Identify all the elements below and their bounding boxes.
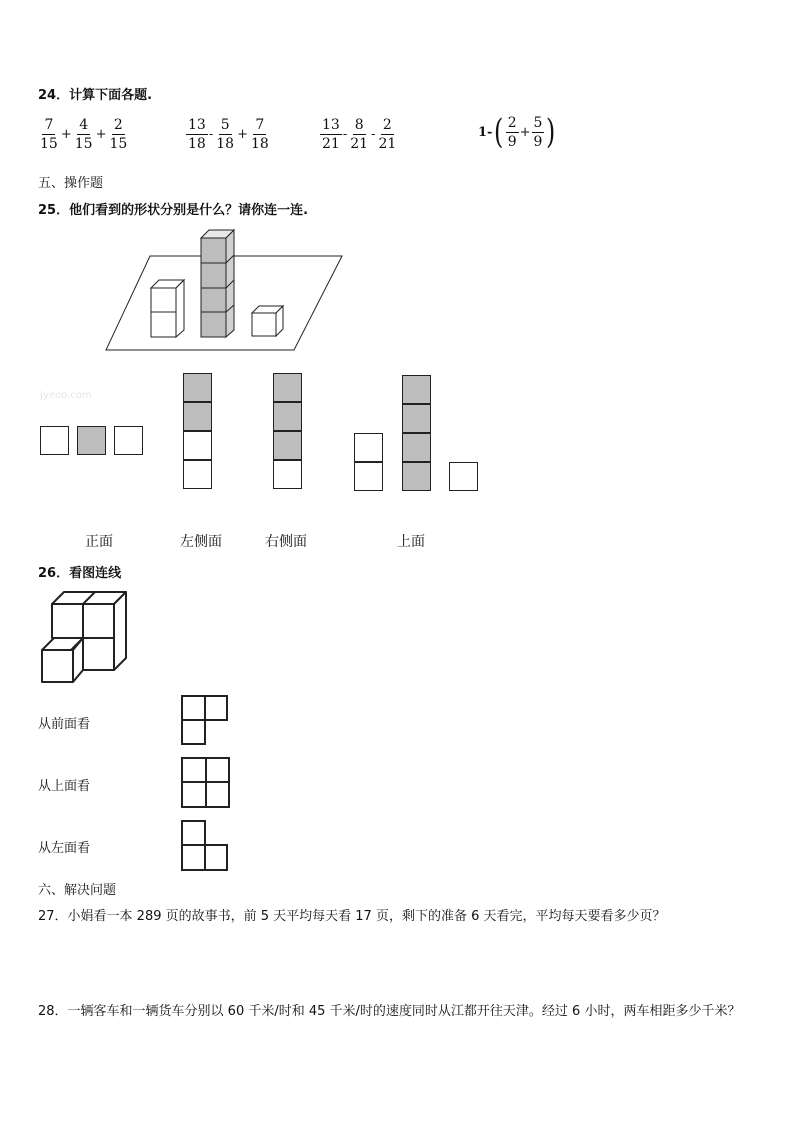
q24-expression-4 xyxy=(478,112,558,152)
operator: - xyxy=(342,127,348,142)
fraction: $\frac{2}{21}$ xyxy=(378,117,397,152)
view-cell-gray xyxy=(402,404,431,433)
label-top: 上面 xyxy=(397,534,425,550)
grid-cell xyxy=(205,757,230,783)
view-cell-gray xyxy=(402,462,431,491)
fraction: $\frac{13}{21}$ xyxy=(322,117,340,152)
operator: - xyxy=(208,127,214,142)
grid-cell xyxy=(181,820,206,846)
q26-cube-figure xyxy=(38,588,132,686)
fraction: $\frac{5}{18}$ xyxy=(216,117,235,152)
leading-term: 1- xyxy=(478,124,493,140)
grid-cell xyxy=(181,757,207,783)
view-cell xyxy=(449,462,478,491)
view-cell-gray xyxy=(402,375,431,404)
grid-cell xyxy=(204,695,228,721)
grid-cell xyxy=(204,844,228,871)
fraction: $\frac{2}{9}$ xyxy=(507,114,517,150)
watermark: Jyeoo.com xyxy=(40,390,92,401)
fraction: $\frac{13}{18}$ xyxy=(188,117,206,152)
label-front: 正面 xyxy=(85,534,113,550)
fraction: $\frac{5}{9}$ xyxy=(533,114,543,150)
operator: + xyxy=(60,127,72,142)
fraction: $\frac{2}{15}$ xyxy=(109,117,128,152)
view-cell xyxy=(114,426,143,455)
operator: + xyxy=(95,127,107,142)
q25-title: 25．他们看到的形状分别是什么？请你连一连. xyxy=(38,203,309,218)
label-right-side: 右侧面 xyxy=(265,534,307,550)
view-cell-gray xyxy=(77,426,106,455)
grid-cell xyxy=(181,695,206,721)
view-cell-gray xyxy=(273,431,302,460)
q24-expression-2 xyxy=(186,118,271,151)
view-cell xyxy=(40,426,69,455)
q25-cube-scene xyxy=(100,226,350,356)
fraction: $\frac{4}{15}$ xyxy=(74,117,93,152)
right-single-cube xyxy=(252,306,283,336)
right-paren: ) xyxy=(546,112,556,152)
view-cell-gray xyxy=(273,373,302,402)
q24-title: 24．计算下面各题. xyxy=(38,88,153,103)
view-cell xyxy=(273,460,302,489)
operator: + xyxy=(237,127,248,142)
fraction: $\frac{8}{21}$ xyxy=(350,117,369,152)
grid-cell xyxy=(181,844,206,871)
fraction: $\frac{7}{15}$ xyxy=(40,117,58,152)
grid-cell xyxy=(205,781,230,808)
view-cell xyxy=(354,462,383,491)
operator: + xyxy=(519,124,531,140)
q27-text: 27．小娟看一本 289 页的故事书，前 5 天平均每天看 17 页，剩下的准备 6 天看完，平均每天要看多少页？ xyxy=(38,909,666,924)
left-cube-stack xyxy=(151,280,184,337)
section-6-heading: 六、解决问题 xyxy=(38,883,117,898)
view-cell-gray xyxy=(273,402,302,431)
view-cell xyxy=(354,433,383,462)
view-cell-gray xyxy=(402,433,431,462)
fraction: $\frac{7}{18}$ xyxy=(250,117,269,152)
view-cell-gray xyxy=(183,373,212,402)
section-5-heading: 五、操作题 xyxy=(38,176,104,191)
label-front-view: 从前面看 xyxy=(38,717,91,732)
q24-expression-3 xyxy=(320,118,398,151)
q28-text: 28．一辆客车和一辆货车分别以 60 千米/时和 45 千米/时的速度同时从江都开往天津。经过 6 小时，两车相距多少千米？ xyxy=(38,1004,741,1019)
label-left-side: 左侧面 xyxy=(180,534,222,550)
label-top-view: 从上面看 xyxy=(38,779,91,794)
grid-cell xyxy=(181,781,207,808)
q24-expression-1 xyxy=(38,118,129,151)
operator: - xyxy=(371,127,376,142)
grid-cell xyxy=(181,719,206,745)
q26-title: 26．看图连线 xyxy=(38,566,122,581)
view-cell xyxy=(183,460,212,489)
center-cube-tower xyxy=(201,230,234,337)
label-left-view: 从左面看 xyxy=(38,841,91,856)
left-paren: ( xyxy=(494,112,504,152)
view-cell-gray xyxy=(183,402,212,431)
view-cell xyxy=(183,431,212,460)
